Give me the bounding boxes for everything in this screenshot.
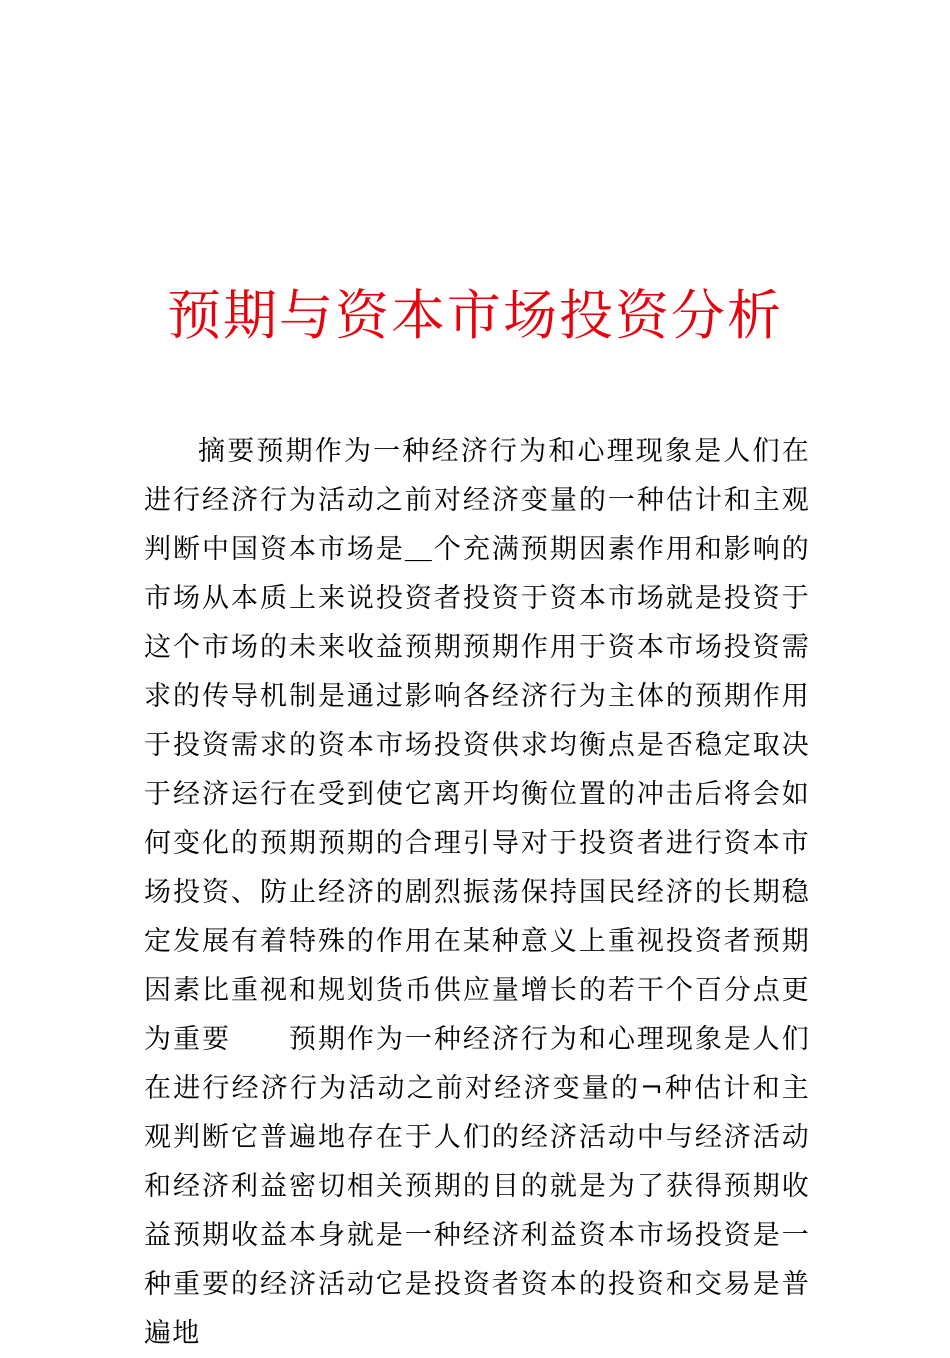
document-title: 预期与资本市场投资分析 [167, 284, 783, 347]
document-body-paragraph: 摘要预期作为一种经济行为和心理现象是人们在进行经济行为活动之前对经济变量的一种估计和主观判断中国资本市场是＿个充满预期因素作用和影响的市场从本质上来说投资者投资于资本市场就是投资于这个市场的未来收益预期预期作用于资本市场投资需求的传导机制是通过影响各经济行为主体的预期作用于投资需求的资本市场投资供求均衡点是否稳定取决于经济运行在受到使它离开均衡位置的冲击后将会如何变化的预期预期的合理引导对于投资者进行资本市场投资、防止经济的剧烈振荡保持国民经济的长期稳定发展有着特殊的作用在某种意义上重视投资者预期因素比重视和规划货币供应量增长的若干个百分点更为重要 预期作为一种经济行为和心理现象是人们在进行经济行为活动之前对经济变量的¬种估计和主观判断它普遍地存在于人们的经济活动中与经济活动和经济利益密切相关预期的目的就是为了获得预期收益预期收益本身就是一种经济利益资本市场投资是一种重要的经济活动它是投资者资本的投资和交易是普遍地 [144, 436, 810, 1349]
